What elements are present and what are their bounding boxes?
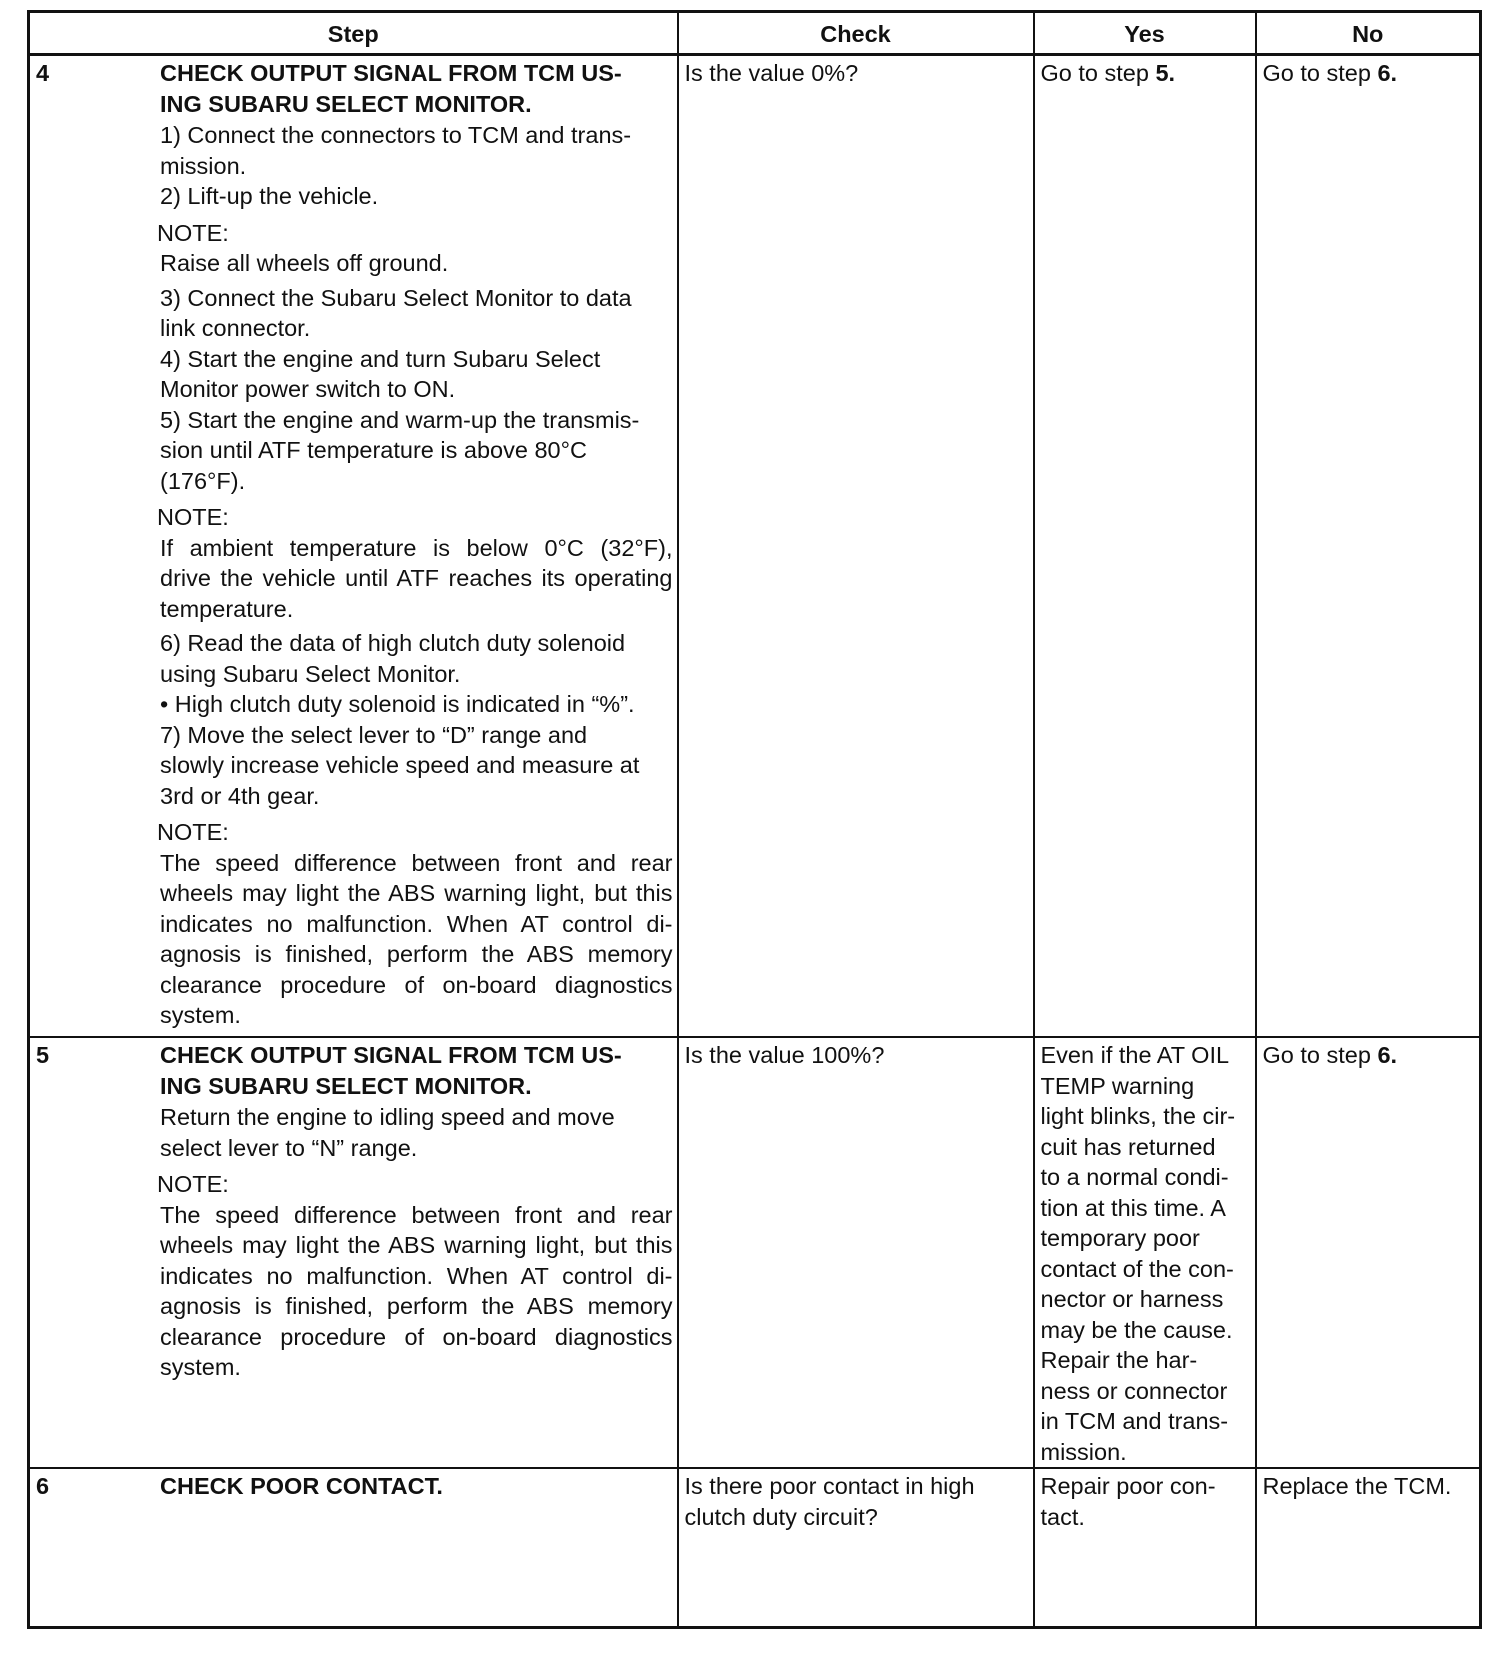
- procedure-line: Monitor power switch to ON.: [160, 376, 456, 402]
- yes-cell: [1034, 1468, 1256, 1628]
- table-row-step-5: [29, 1037, 1481, 1468]
- step-cell: [29, 55, 678, 1038]
- yes-prefix: Go to step: [1040, 60, 1156, 86]
- yes-cell: [1034, 55, 1256, 1038]
- yes-text: [1035, 1038, 1255, 1467]
- yes-text: [1035, 56, 1255, 89]
- no-text: Replace the TCM.: [1262, 1473, 1452, 1499]
- step-body: [157, 56, 677, 1035]
- note-line: temperature.: [160, 595, 294, 622]
- procedure-line: 3rd or 4th gear.: [160, 782, 320, 809]
- step-cell: [29, 1468, 678, 1628]
- no-text: [1257, 1038, 1480, 1071]
- note-line: wheels may light the ABS warning light, but this: [160, 1232, 673, 1258]
- note-label: NOTE:: [157, 1171, 229, 1197]
- procedure-line: 5) Start the engine and warm-up the transmis-: [160, 406, 640, 433]
- check-text: Is the value 100%?: [684, 1042, 885, 1068]
- check-cell: [678, 1037, 1034, 1468]
- no-step-ref: 6.: [1377, 60, 1398, 86]
- procedure-line: Return the engine to idling speed and move: [160, 1104, 615, 1130]
- no-step-ref: 6.: [1377, 1042, 1398, 1068]
- procedure-line: (176°F).: [160, 467, 246, 494]
- procedure-line: select lever to “N” range.: [160, 1134, 418, 1161]
- procedure-line: link connector.: [160, 315, 311, 341]
- yes-line: temporary poor: [1040, 1225, 1200, 1251]
- note-line: The speed difference between front and rear: [160, 849, 673, 876]
- note-text: Raise all wheels off ground.: [160, 250, 449, 276]
- check-cell: [678, 55, 1034, 1038]
- yes-line: cuit has returned: [1040, 1133, 1216, 1160]
- note-line: agnosis is finished, perform the ABS memory: [160, 941, 673, 967]
- check-line: Is there poor contact in high: [684, 1473, 975, 1499]
- yes-line: Repair poor con-: [1040, 1473, 1216, 1499]
- note-label: NOTE:: [157, 819, 229, 845]
- note-line: clearance procedure of on-board diagnostics: [160, 971, 673, 998]
- step-title: [160, 1040, 673, 1101]
- yes-line: tion at this time. A: [1040, 1194, 1226, 1221]
- no-cell: [1256, 55, 1481, 1038]
- yes-line: Even if the AT OIL: [1040, 1042, 1230, 1068]
- note-line: The speed difference between front and rear: [160, 1201, 673, 1228]
- step-body: [157, 1038, 677, 1387]
- procedure-line: 6) Read the data of high clutch duty solenoid: [160, 630, 626, 656]
- step-title-line: CHECK OUTPUT SIGNAL FROM TCM US-: [160, 60, 622, 86]
- no-text: [1257, 56, 1480, 89]
- yes-line: contact of the con-: [1040, 1255, 1234, 1282]
- header-yes: Yes: [1034, 12, 1256, 55]
- step-title-line: CHECK POOR CONTACT.: [160, 1473, 443, 1499]
- note-line: If ambient temperature is below 0°C (32°F),: [160, 534, 673, 561]
- step-title: [160, 58, 673, 119]
- yes-line: light blinks, the cir-: [1040, 1103, 1236, 1129]
- procedure-line: 1) Connect the connectors to TCM and trans-: [160, 122, 632, 148]
- no-cell: [1256, 1037, 1481, 1468]
- note-label: NOTE:: [157, 504, 229, 530]
- yes-line: in TCM and trans-: [1040, 1408, 1229, 1434]
- procedure-line: 7) Move the select lever to “D” range and: [160, 721, 588, 748]
- note-line: drive the vehicle until ATF reaches its operating: [160, 565, 673, 591]
- step-number: 4: [36, 60, 50, 86]
- diagnostic-procedure-table: [27, 10, 1482, 1629]
- note-line: clearance procedure of on-board diagnostics: [160, 1323, 673, 1350]
- note-line: wheels may light the ABS warning light, but this: [160, 880, 673, 906]
- note-line: system.: [160, 1002, 241, 1028]
- yes-line: ness or connector: [1040, 1377, 1228, 1404]
- procedure-line: 2) Lift-up the vehicle.: [160, 183, 379, 209]
- procedure-line: slowly increase vehicle speed and measure at: [160, 752, 640, 778]
- yes-text: [1035, 1469, 1255, 1532]
- step-title: [160, 1471, 673, 1502]
- table-header: [29, 12, 1481, 55]
- header-row: [29, 12, 1481, 55]
- step-title-line: CHECK OUTPUT SIGNAL FROM TCM US-: [160, 1042, 622, 1068]
- table-row-step-4: [29, 55, 1481, 1038]
- yes-step-ref: 5.: [1155, 60, 1176, 86]
- yes-line: tact.: [1040, 1503, 1085, 1530]
- procedure-bullet: • High clutch duty solenoid is indicated in “%”.: [160, 691, 635, 717]
- procedure-line: sion until ATF temperature is above 80°C: [160, 437, 587, 463]
- check-line: clutch duty circuit?: [684, 1503, 878, 1530]
- check-cell: [678, 1468, 1034, 1628]
- note-line: indicates no malfunction. When AT control di-: [160, 910, 673, 937]
- note-text: [160, 848, 673, 1031]
- procedure-line: 3) Connect the Subaru Select Monitor to data: [160, 284, 632, 311]
- procedure-line: mission.: [160, 152, 247, 179]
- procedure-line: using Subaru Select Monitor.: [160, 660, 461, 687]
- note-text: [160, 533, 673, 625]
- step-title-line: ING SUBARU SELECT MONITOR.: [160, 90, 532, 117]
- no-prefix: Go to step: [1262, 1042, 1378, 1068]
- header-check: Check: [678, 12, 1034, 55]
- yes-line: Repair the har-: [1040, 1347, 1198, 1373]
- header-no: No: [1256, 12, 1481, 55]
- yes-cell: [1034, 1037, 1256, 1468]
- check-text: [679, 1469, 1033, 1532]
- yes-line: mission.: [1040, 1438, 1127, 1465]
- table-row-step-6: [29, 1468, 1481, 1628]
- check-text: Is the value 0%?: [684, 60, 859, 86]
- procedure-line: 4) Start the engine and turn Subaru Select: [160, 345, 601, 372]
- step-title-line: ING SUBARU SELECT MONITOR.: [160, 1072, 532, 1099]
- no-prefix: Go to step: [1262, 60, 1378, 86]
- no-cell: [1256, 1468, 1481, 1628]
- step-cell: [29, 1037, 678, 1468]
- note-line: system.: [160, 1354, 241, 1380]
- header-step: Step: [29, 12, 678, 55]
- step-number: 5: [36, 1042, 50, 1068]
- step-body: [160, 1469, 677, 1503]
- yes-line: may be the cause.: [1040, 1316, 1233, 1343]
- note-text: [160, 1200, 673, 1383]
- step-number: 6: [36, 1473, 50, 1499]
- yes-line: TEMP warning: [1040, 1072, 1195, 1099]
- yes-line: to a normal condi-: [1040, 1164, 1229, 1190]
- note-label: NOTE:: [157, 219, 229, 246]
- yes-line: nector or harness: [1040, 1286, 1224, 1312]
- note-line: agnosis is finished, perform the ABS memory: [160, 1293, 673, 1319]
- note-line: indicates no malfunction. When AT control di-: [160, 1262, 673, 1289]
